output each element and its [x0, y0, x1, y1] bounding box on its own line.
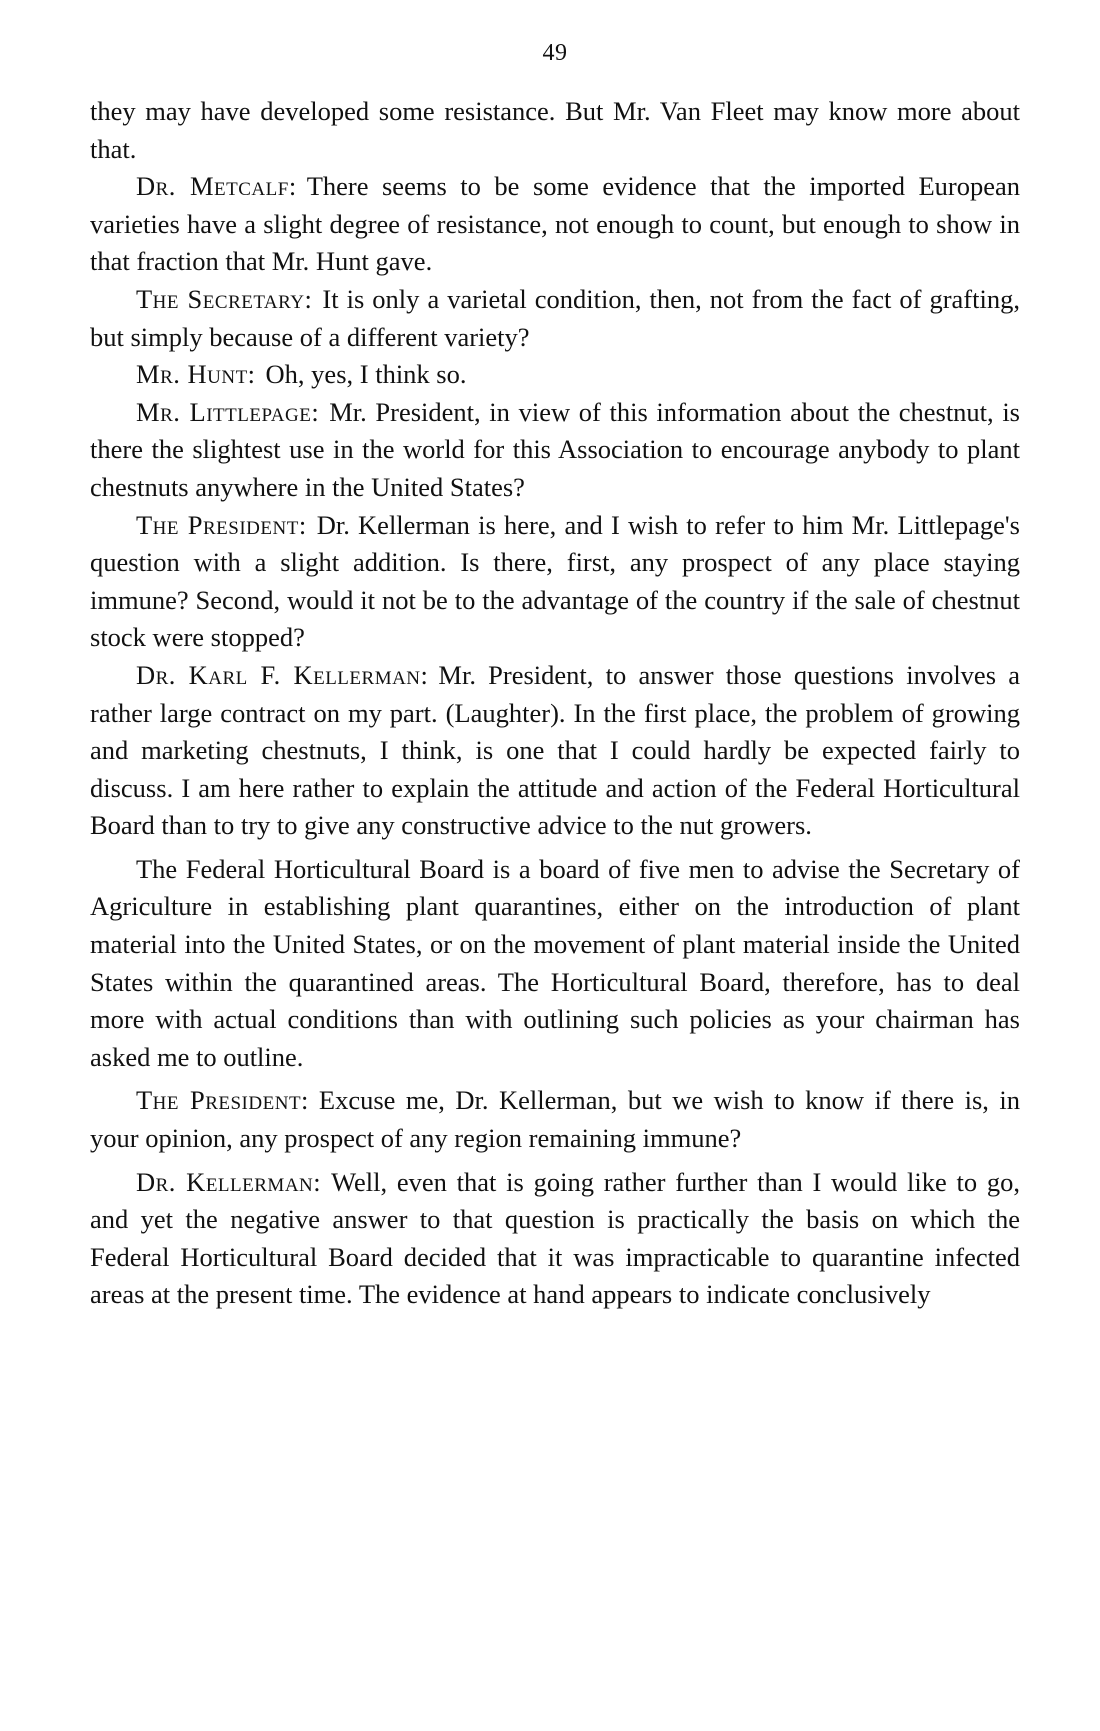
paragraph-1: [90, 93, 1020, 168]
speaker-label: The President :: [136, 1085, 319, 1115]
paragraph-7: [90, 657, 1020, 845]
paragraph-text: There seems to be some evidence that the imported European varieties have a slight degree of resistance, not enough to count, but enough to show in that fraction that Mr. Hunt gave.: [90, 171, 1021, 277]
paragraph-9: [90, 1082, 1020, 1157]
speaker-label: Dr. Metcalf :: [136, 171, 307, 201]
speaker-label: Mr. Littlepage :: [136, 397, 329, 427]
paragraph-2: [90, 168, 1020, 281]
paragraph-text: Excuse me, Dr. Kellerman, but we wish to know if there is, in your opinion, any prospect of any region remaining immune?: [90, 1085, 1020, 1154]
speaker-label: The Secretary :: [136, 284, 322, 314]
paragraph-text: It is only a varietal condition, then, not from the fact of grafting, but simply because of a different variety?: [90, 283, 1020, 352]
paragraph-text: they may have developed some resistance. But Mr. Van Fleet may know more about that.: [90, 96, 1020, 164]
paragraph-text: Mr. President, to answer those questions involves a rather large contract on my part. (Laughter). In the first place, the problem of growing and marketing chestnuts, I think, is one that I could hardly be expected fairly to discuss. I am here rather to explain the attitude and action of the Federal Horticultural Board than to try to give any constructive advice to the nut growers.: [90, 659, 1020, 841]
paragraph-text: Mr. President, in view of this information about the chestnut, is there the slightest use in the world for this Association to encourage anybody to plant chestnuts anywhere in the United States?: [90, 396, 1020, 502]
speaker-label: The President :: [136, 510, 317, 540]
paragraph-text: Oh, yes, I think so.: [265, 359, 467, 390]
speaker-label: Mr. Hunt :: [136, 359, 266, 389]
speaker-label: Dr. Kellerman :: [136, 1167, 331, 1197]
paragraph-5: [90, 394, 1020, 507]
paragraph-text: Well, even that is going rather further than I would like to go, and yet the negative answer to that question is practically the basis on which the Federal Horticultural Board decided that it was impracticable to quarantine infected areas at the present time. The evidence at hand appears to indicate conclusively: [90, 1166, 1020, 1310]
paragraph-text: Dr. Kellerman is here, and I wish to refer to him Mr. Littlepage's question with a slight addition. Is there, first, any prospect of any place staying immune? Second, would it not be to the advantage of the country if the sale of chestnut stock were stopped?: [90, 509, 1020, 653]
paragraph-6: [90, 507, 1020, 657]
paragraph-8: [90, 851, 1020, 1077]
paragraph-3: [90, 281, 1020, 356]
paragraph-10: [90, 1164, 1020, 1314]
paragraph-text: The Federal Horticultural Board is a board of five men to advise the Secretary of Agriculture in establishing plant quarantines, either on the introduction of plant material into the United States, or on the movement of plant material inside the United States within the quarantined areas. The Horticultural Board, therefore, has to deal more with actual conditions than with outlining such policies as your chairman has asked me to outline.: [90, 853, 1020, 1072]
document-page: [90, 40, 1020, 1314]
paragraph-4: [90, 356, 1020, 394]
page-number: 49: [542, 40, 568, 66]
speaker-label: Dr. Karl F. Kellerman :: [136, 660, 438, 690]
